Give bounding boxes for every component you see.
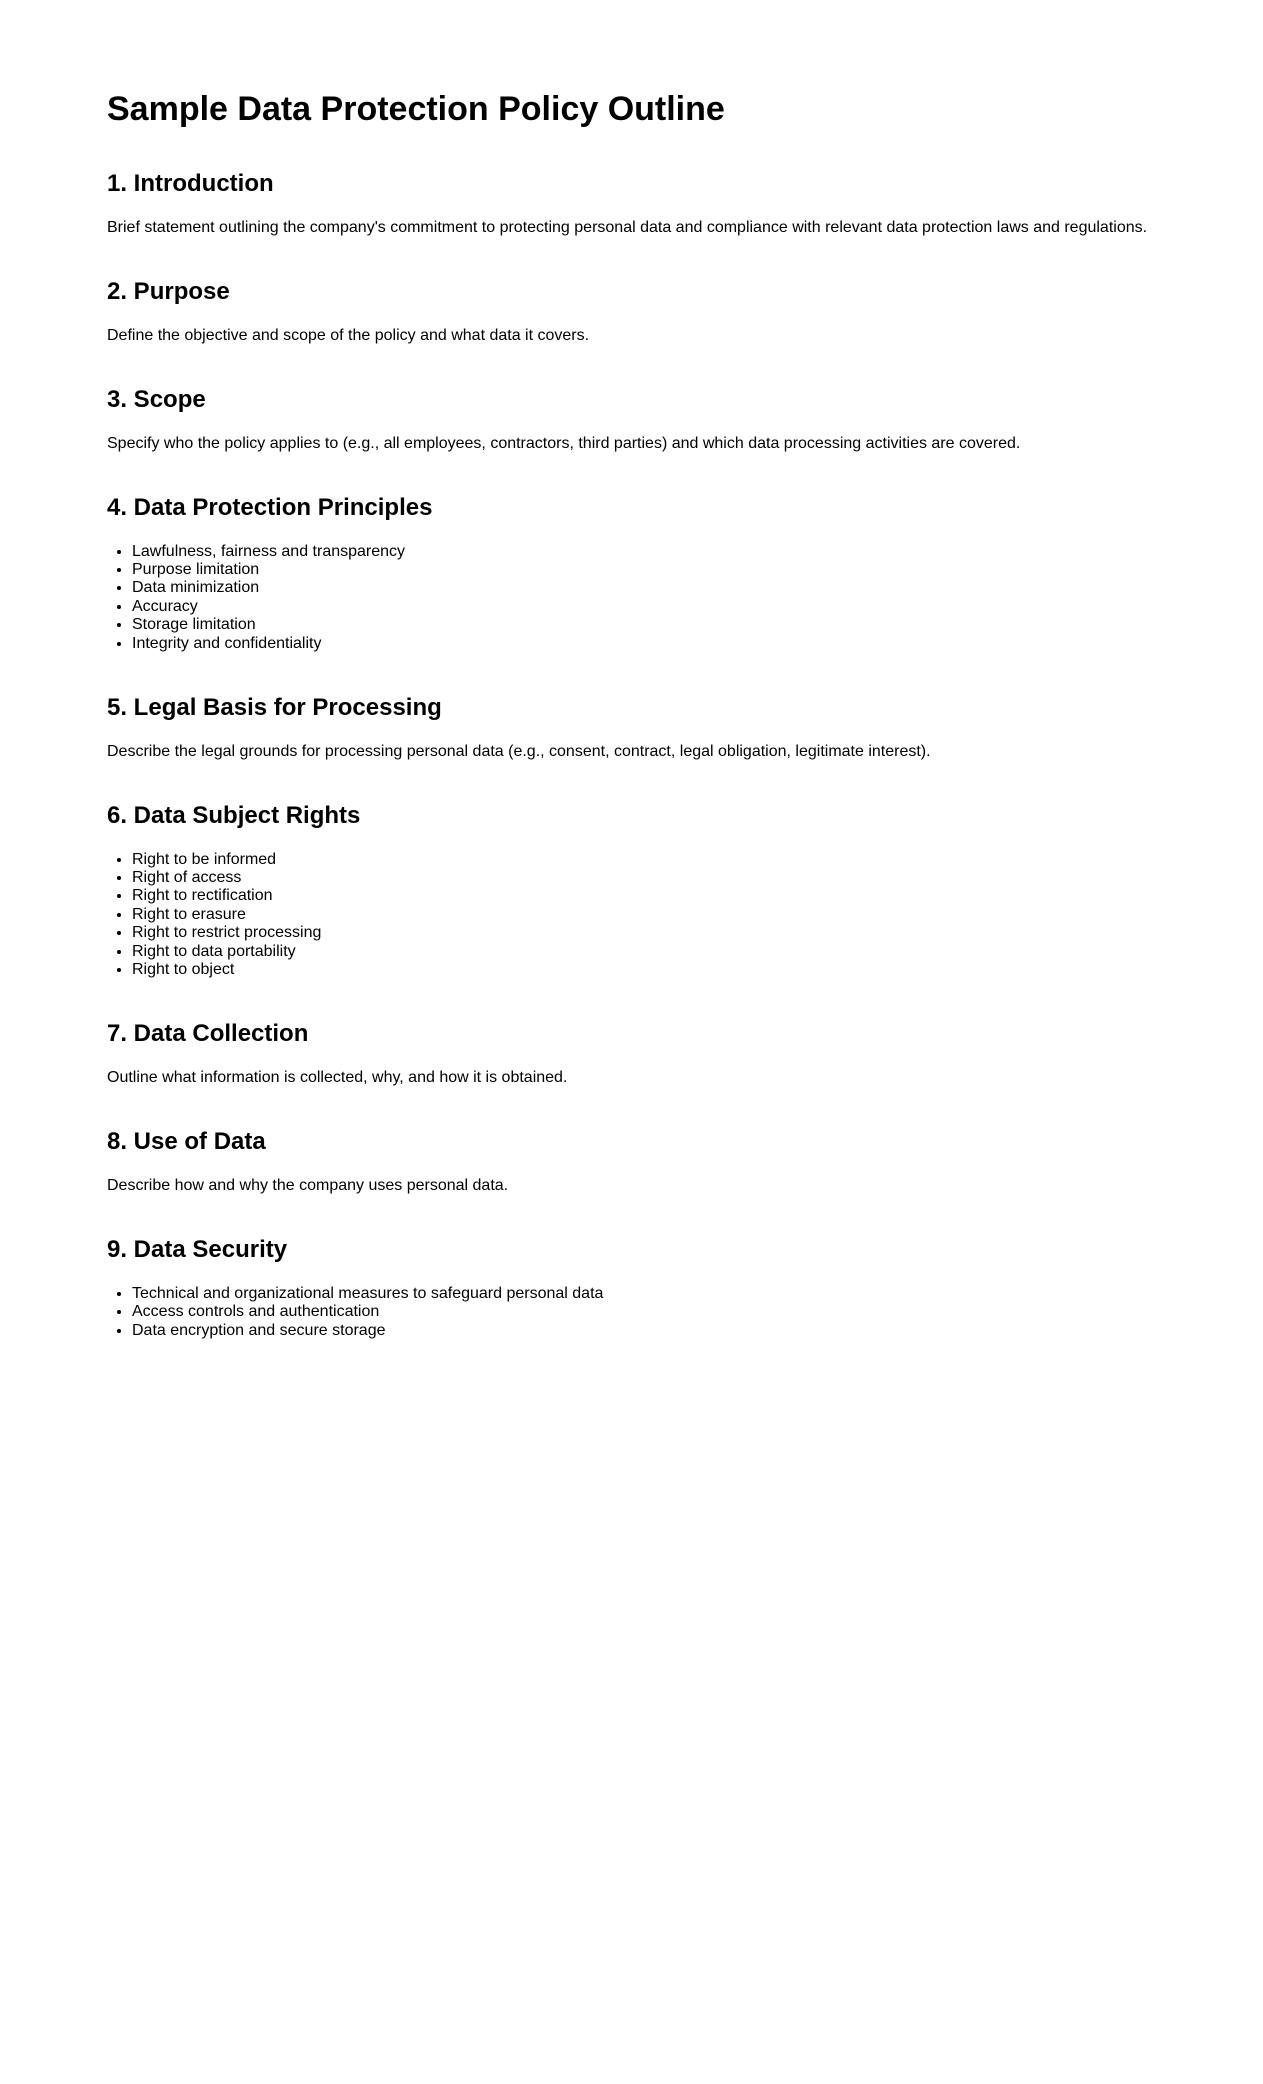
section-heading: 2. Purpose [107, 278, 230, 306]
bullet-list [107, 543, 1203, 653]
section-paragraph: Describe how and why the company uses personal data. [107, 1176, 509, 1194]
section-heading: 5. Legal Basis for Processing [107, 693, 442, 721]
section-heading: 9. Data Security [107, 1236, 288, 1264]
section-paragraph: Define the objective and scope of the policy and what data it covers. [107, 326, 590, 344]
section-heading: 8. Use of Data [107, 1128, 266, 1156]
bullet-item: • Data minimization [132, 579, 1203, 597]
section-paragraph: Specify who the policy applies to (e.g., all employees, contractors, third parties) and which data processing activities are covered. [107, 434, 1021, 452]
bullet-item: • Right to rectification [132, 887, 1203, 905]
bullet-item: • Right to data portability [132, 943, 1203, 961]
bullet-item: • Technical and organizational measures to safeguard personal data [132, 1285, 1203, 1303]
bullet-list [107, 1285, 1203, 1340]
bullet-item: • Right to object [132, 961, 1203, 979]
bullet-list [107, 851, 1203, 980]
sections-container [107, 170, 1203, 1340]
section-paragraph: Outline what information is collected, why, and how it is obtained. [107, 1068, 568, 1086]
bullet-item: • Right of access [132, 869, 1203, 887]
bullet-item: • Access controls and authentication [132, 1303, 1203, 1321]
section-paragraph: Brief statement outlining the company's commitment to protecting personal data and compliance with relevant data protection laws and regulations. [107, 218, 1148, 236]
bullet-item: • Integrity and confidentiality [132, 635, 1203, 653]
bullet-item: • Storage limitation [132, 616, 1203, 634]
bullet-item: • Right to be informed [132, 851, 1203, 869]
bullet-item: • Right to restrict processing [132, 924, 1203, 942]
section-heading: 7. Data Collection [107, 1020, 309, 1048]
section-paragraph: Describe the legal grounds for processing personal data (e.g., consent, contract, legal obligation, legitimate interest). [107, 742, 931, 760]
bullet-item: • Purpose limitation [132, 561, 1203, 579]
section-heading: 3. Scope [107, 386, 206, 414]
bullet-item: • Lawfulness, fairness and transparency [132, 543, 1203, 561]
bullet-item: • Data encryption and secure storage [132, 1322, 1203, 1340]
bullet-item: • Accuracy [132, 598, 1203, 616]
section-heading: 6. Data Subject Rights [107, 801, 361, 829]
document-title: Sample Data Protection Policy Outline [107, 90, 725, 128]
section-heading: 4. Data Protection Principles [107, 494, 433, 522]
bullet-item: • Right to erasure [132, 906, 1203, 924]
section-heading: 1. Introduction [107, 170, 274, 198]
